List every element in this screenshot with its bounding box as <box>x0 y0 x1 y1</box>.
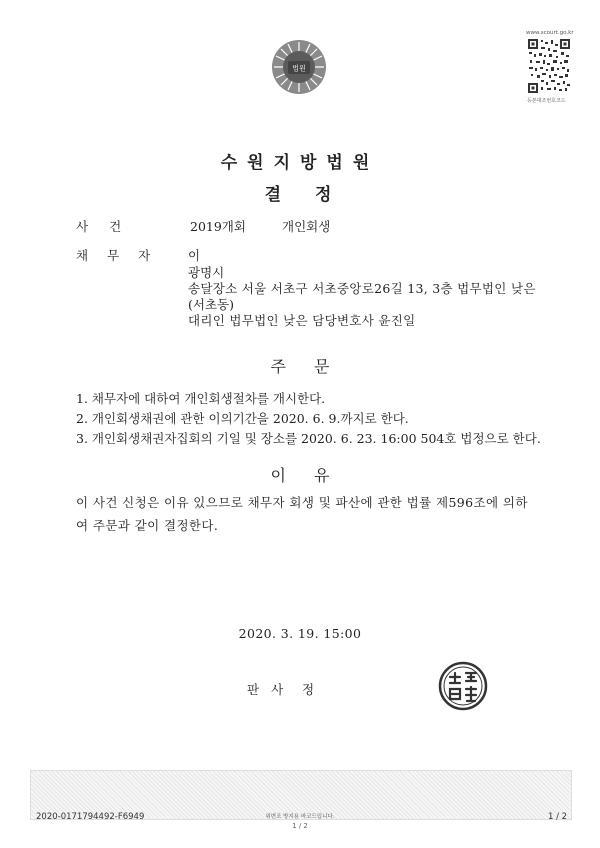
service-address-line-2: (서초동) <box>188 297 234 312</box>
debtor-name: 이 <box>188 248 201 263</box>
case-label: 사건 <box>76 219 143 234</box>
document-id: 2020-0171794492-F6949 <box>36 812 145 822</box>
emblem-label: 법원 <box>292 64 306 73</box>
case-type: 개인회생 <box>282 219 331 234</box>
service-address-line-1: 송달장소 서울 서초구 서초중앙로26길 13, 3층 법무법인 낮은 <box>188 281 536 296</box>
order-item-3: 3. 개인회생채권자집회의 기일 및 장소를 2020. 6. 23. 16:00 504호 법정으로 한다. <box>76 431 541 446</box>
judge-title: 판사 <box>247 682 296 697</box>
qr-code <box>527 38 571 94</box>
decision-date: 2020. 3. 19. 15:00 <box>238 626 362 641</box>
court-name: 수원지방법원 <box>220 153 380 173</box>
debtor-label: 채무자 <box>76 248 170 263</box>
order-item-1: 1. 채무자에 대하여 개인회생절차를 개시한다. <box>76 391 326 406</box>
reason-title: 이유 <box>270 466 358 485</box>
document-type: 결정 <box>264 185 366 205</box>
page-center-mark: 1 / 2 <box>292 822 308 830</box>
case-number: 2019개회 <box>190 219 246 234</box>
judge-seal <box>438 661 488 711</box>
court-url[interactable]: www.scourt.go.kr <box>526 30 574 36</box>
footer-note: 위변조 방지용 바코드입니다. <box>265 814 335 820</box>
reason-text: 이 사건 신청은 이유 있으므로 채무자 회생 및 파산에 관한 법률 제596조에 의하여 주문과 같이 결정한다. <box>76 495 528 533</box>
judge-name: 정 <box>302 682 315 697</box>
court-emblem <box>270 38 328 96</box>
order-item-2: 2. 개인회생채권에 관한 이의기간을 2020. 6. 9.까지로 한다. <box>76 411 409 426</box>
page-indicator: 1 / 2 <box>548 812 568 822</box>
debtor-city: 광명시 <box>188 265 225 280</box>
representative: 대리인 법무법인 낮은 담당변호사 윤진일 <box>188 313 416 328</box>
order-title: 주문 <box>270 357 358 376</box>
qr-caption: 등본대조번호코드 <box>527 98 566 104</box>
